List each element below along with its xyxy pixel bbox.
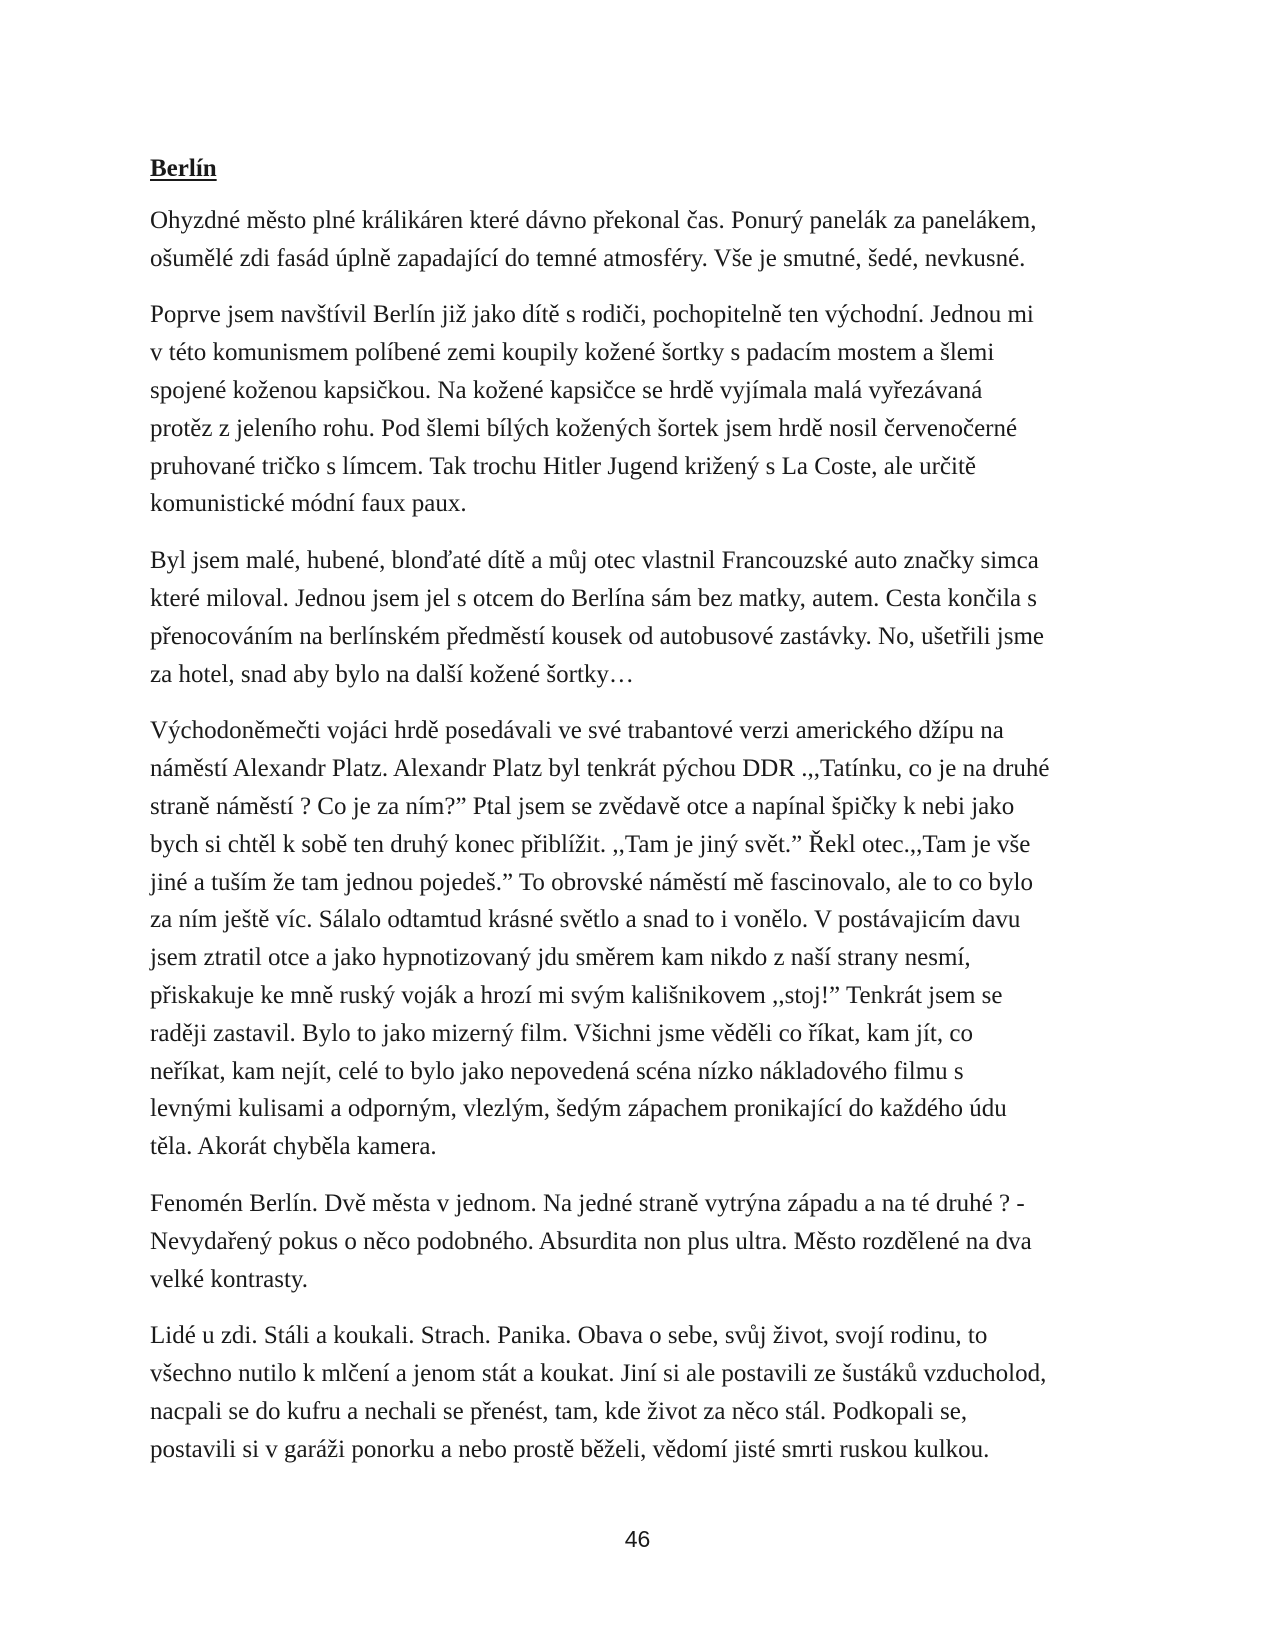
paragraph-line: komunistické módní faux paux. (150, 490, 467, 518)
paragraph-line: za hotel, snad aby bylo na další kožené šortky… (150, 660, 634, 688)
paragraph-line: postavili si v garáži ponorku a nebo prostě běželi, vědomí jisté smrti ruskou kulkou. (150, 1435, 990, 1463)
paragraph-line: Ohyzdné město plné králikáren které dávno překonal čas. Ponurý panelák za panelákem, (150, 206, 1037, 234)
paragraph-line: nacpali se do kufru a nechali se přenést, tam, kde život za něco stál. Podkopali se, (150, 1397, 968, 1425)
paragraph-line: všechno nutilo k mlčení a jenom stát a koukat. Jiní si ale postavili ze šustáků vzducholod, (150, 1360, 1047, 1388)
paragraph-line: protěz z jeleního rohu. Pod šlemi bílých kožených šortek jsem hrdě nosil červenočerné (150, 414, 1018, 442)
paragraph-line: Fenomén Berlín. Dvě města v jednom. Na jedné straně vytrýna západu a na té druhé ? - (150, 1189, 1025, 1217)
paragraph (150, 202, 1130, 278)
paragraph-line: Východoněmečti vojáci hrdě posedávali ve své trabantové verzi amerického džípu na (150, 717, 1004, 745)
paragraph-line: v této komunismem políbené zemi koupily kožené šortky s padacím mostem a šlemi (150, 339, 995, 367)
paragraph (150, 542, 1130, 693)
paragraph-line: spojené koženou kapsičkou. Na kožené kapsičce se hrdě vyjímala malá vyřezávaná (150, 376, 983, 404)
paragraph-line: ošumělé zdi fasád úplně zapadající do temné atmosféry. Vše je smutné, šedé, nevkusné. (150, 244, 1026, 272)
paragraph-list (150, 202, 1130, 1469)
document-body (150, 150, 1130, 1488)
page-title: Berlín (150, 155, 217, 182)
paragraph-line: straně náměstí ? Co je za ním?” Ptal jsem se zvědavě otce a napínal špičky k nebi jako (150, 792, 1015, 820)
paragraph-line: jsem ztratil otce a jako hypnotizovaný jdu směrem kam nikdo z naší strany nesmí, (150, 944, 971, 972)
paragraph-line: přiskakuje ke mně ruský voják a hrozí mi svým kališnikovem ,,stoj!” Tenkrát jsem se (150, 981, 1003, 1009)
paragraph-line: jiné a tuším že tam jednou pojedeš.” To obrovské náměstí mě fascinovalo, ale to co bylo (150, 868, 1033, 896)
paragraph-line: bych si chtěl k sobě ten druhý konec přiblížit. ,,Tam je jiný svět.” Řekl otec.,,Tam je vše (150, 830, 1031, 858)
paragraph-line: velké kontrasty. (150, 1265, 309, 1293)
paragraph-line: Lidé u zdi. Stáli a koukali. Strach. Panika. Obava o sebe, svůj život, svojí rodinu, to (150, 1322, 988, 1350)
paragraph-line: Poprve jsem navštívil Berlín již jako dítě s rodiči, pochopitelně ten východní. Jednou mi (150, 301, 1034, 329)
paragraph-line: které miloval. Jednou jsem jel s otcem do Berlína sám bez matky, autem. Cesta končila s (150, 584, 1038, 612)
paragraph-line: levnými kulisami a odporným, vlezlým, šedým zápachem pronikající do každého údu (150, 1095, 1007, 1123)
paragraph-line: neříkat, kam nejít, celé to bylo jako nepovedená scéna nízko nákladového filmu s (150, 1057, 964, 1085)
paragraph-line: za ním ještě víc. Sálalo odtamtud krásné světlo a snad to i vonělo. V postávajicím davu (150, 906, 1021, 934)
paragraph-line: Nevydařený pokus o něco podobného. Absurdita non plus ultra. Město rozdělené na dva (150, 1227, 1032, 1255)
page-number: 46 (624, 1526, 651, 1552)
paragraph-line: přenocováním na berlínském předměstí kousek od autobusové zastávky. No, ušetřili jsme (150, 622, 1045, 650)
paragraph (150, 712, 1130, 1166)
paragraph (150, 1317, 1130, 1468)
paragraph (150, 1185, 1130, 1298)
paragraph-line: Byl jsem malé, hubené, blonďaté dítě a můj otec vlastnil Francouzské auto značky simca (150, 547, 1039, 575)
paragraph (150, 296, 1130, 523)
paragraph-line: těla. Akorát chyběla kamera. (150, 1133, 437, 1161)
paragraph-line: raději zastavil. Bylo to jako mizerný film. Všichni jsme věděli co říkat, kam jít, co (150, 1019, 973, 1047)
paragraph-line: náměstí Alexandr Platz. Alexandr Platz byl tenkrát pýchou DDR .,,Tatínku, co je na druhé (150, 755, 1050, 783)
paragraph-line: pruhované tričko s límcem. Tak trochu Hitler Jugend križený s La Coste, ale určitě (150, 452, 977, 480)
